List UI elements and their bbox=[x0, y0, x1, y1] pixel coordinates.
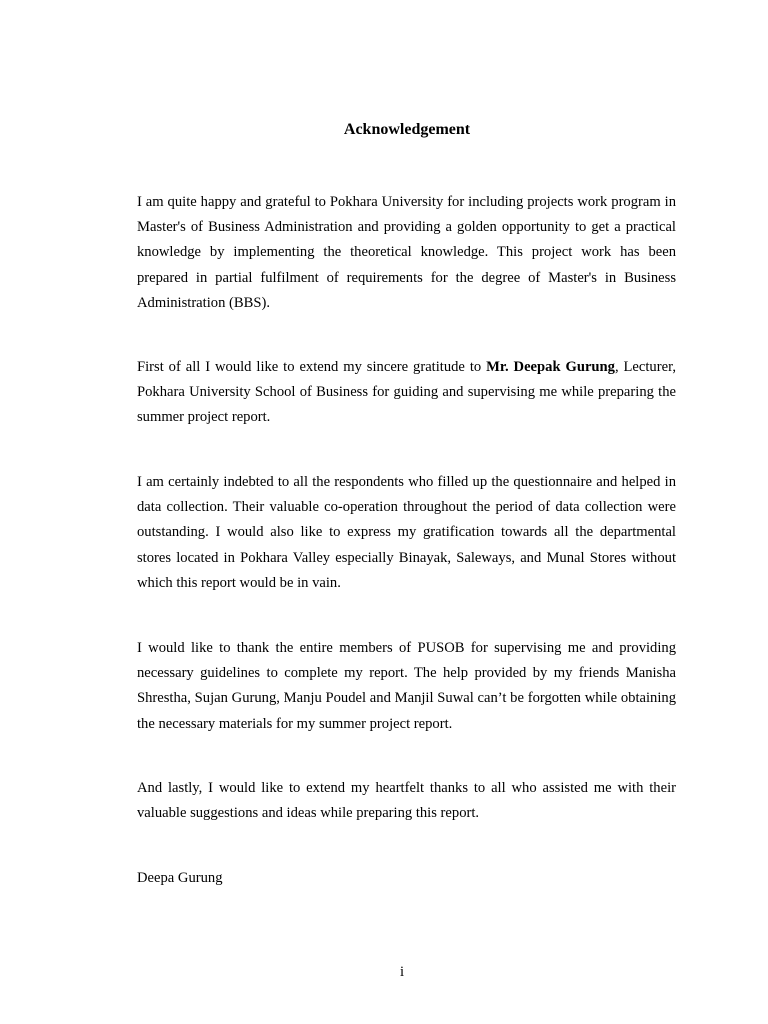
page-number: i bbox=[399, 964, 405, 980]
paragraph-pusob: I would like to thank the entire members of PUSOB for supervising me and providing necessary guidelines to complete my report. The help provided by my friends Manisha Shrestha, Sujan Gurung, Manju Poudel and Manjil Suwal can’t be forgotten while obtaining the necessary materials for my summer project report. bbox=[137, 640, 676, 732]
paragraph-supervisor-lead: First of all I would like to extend my sincere gratitude to bbox=[137, 359, 487, 375]
paragraph-supervisor bbox=[137, 355, 676, 431]
signature-name: Deepa Gurung bbox=[137, 870, 223, 886]
page-title: Acknowledgement bbox=[343, 121, 471, 138]
paragraph-respondents: I am certainly indebted to all the respondents who filled up the questionnaire and helped in data collection. Their valuable co-operation throughout the period of data collection were outstanding. I would also like to express my gratification towards all the departmental stores located in Pokhara Valley especially Binayak, Saleways, and Munal Stores without which this report would be in vain. bbox=[137, 474, 676, 591]
paragraph-supervisor-tail: , Lecturer, Pokhara University School of Business for guiding and supervising me while preparing the summer project report. bbox=[137, 359, 676, 426]
paragraph-closing: And lastly, I would like to extend my heartfelt thanks to all who assisted me with their valuable suggestions and ideas while preparing this report. bbox=[137, 780, 676, 822]
paragraph-intro: I am quite happy and grateful to Pokhara University for including projects work program in Master's of Business Administration and providing a golden opportunity to get a practical knowledge by implementing the theoretical knowledge. This project work has been prepared in partial fulfilment of requirements for the degree of Master's in Business Administration (BBS). bbox=[137, 194, 676, 311]
supervisor-name: Mr. Deepak Gurung bbox=[486, 359, 615, 375]
